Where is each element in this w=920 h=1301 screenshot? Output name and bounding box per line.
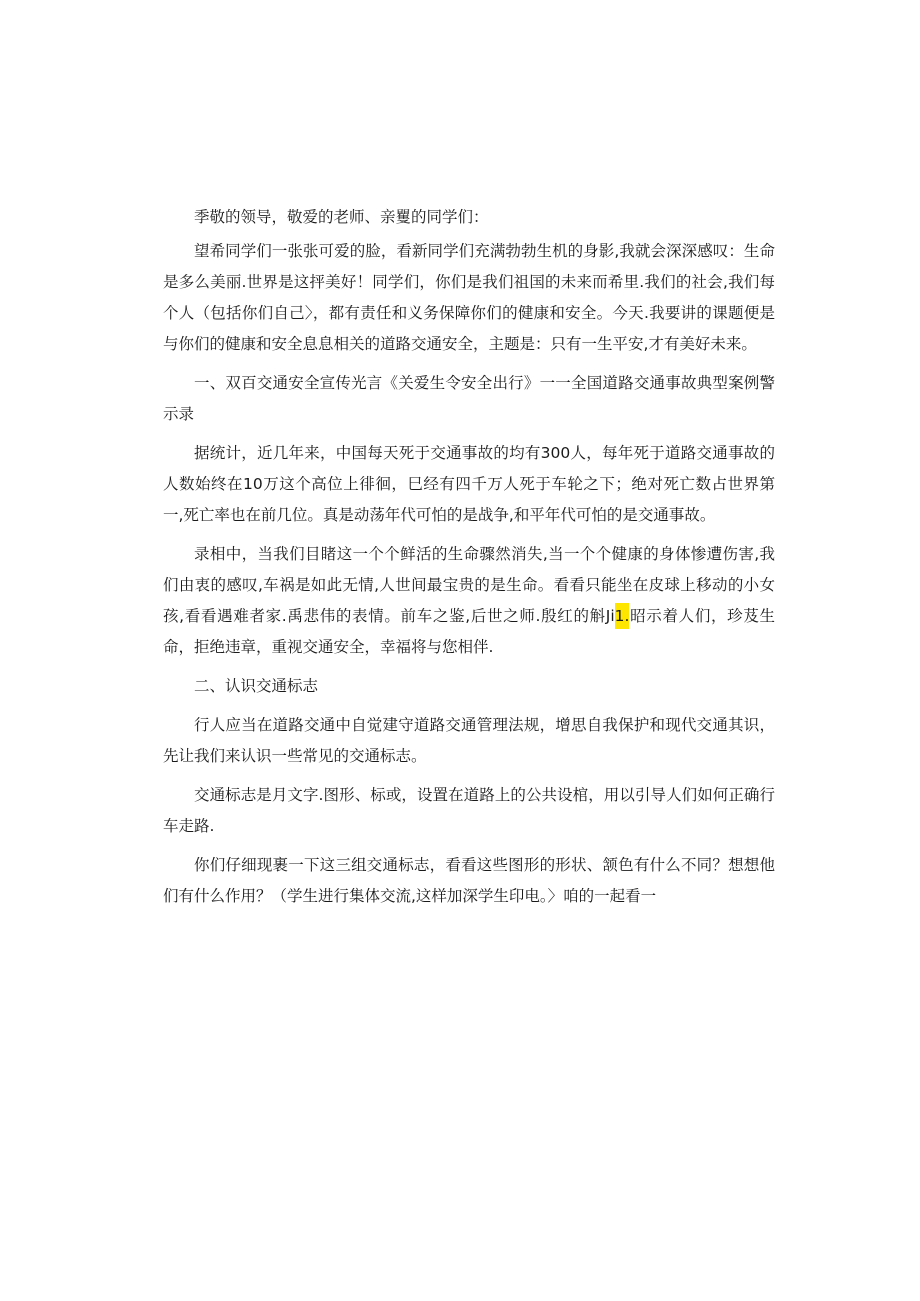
section-heading-signs: 二、认识交通标志 bbox=[194, 677, 319, 695]
paragraph-video-text-start: 录相中，当我们目睹这一个个鲜活的生命骤然消失,当一个个健康的身体惨遭伤害,我们由衷的感叹,车祸是如此无情,人世间最宝贵的是生命。看看只能坐在皮球上移动的小女孩,看看遇难者家.禹悲伟的表情。前车之鉴,后世之师.殷红的斛Ji bbox=[163, 545, 775, 625]
paragraph-statistics: 据统计，近几年来，中国每天死于交通事故的均有300人，每年死于道路交通事故的人数始终在10万这个高位上徘徊，巳经有四千万人死于车轮之下；绝对死亡数占世界第一,死亡率也在前几位。真是动荡年代可怕的是战争,和平年代可怕的是交通事故。 bbox=[163, 444, 775, 524]
paragraph-observe-signs: 你们仔细现裹一下这三组交通标志，看看这些图形的形状、颔色有什么不同？想想他们有什么作用？（学生进行集体交流,这样加深学生印电。〉咱的一起看一 bbox=[163, 856, 775, 905]
paragraph-pedestrians: 行人应当在道路交通中自觉建守道路交通管理法规，增思自我保护和现代交通其识，先让我们来认识一些常见的交通标志。 bbox=[163, 716, 775, 765]
paragraph-sign-definition: 交通标志是月文字.图形、标或，设置在道路上的公共设棺，用以引导人们如何正确行车走路. bbox=[163, 786, 775, 835]
paragraph-video-text-end: 昭示着人们，珍芨生命，拒绝违章，重视交通安全，幸福将与您相伴. bbox=[163, 607, 775, 656]
salutation: 季敬的领导，敬爱的老师、亲矍的同学们： bbox=[194, 208, 489, 226]
paragraph-intro: 望希同学们一张张可爱的脸，看新同学们充满勃勃生机的身影,我就会深深感叹：生命是多么美丽.世界是这抨美好！同学们，你们是我们祖国的未来而希里.我们的社会,我们每个人（包括你们自己〉，都有责任和义务保障你们的健康和安全。今天.我要讲的课题便是与你们的健康和安全息息相关的道路交通安全，主题是：只有一生平安,才有美好未来。 bbox=[163, 242, 775, 353]
document-body bbox=[163, 200, 775, 912]
section-heading-campaign: 一、双百交通安全宣传光言《关爱生令安全出行》一一全国道路交通事故典型案例警示录 bbox=[163, 374, 775, 423]
paragraph-video bbox=[163, 539, 775, 663]
highlighted-text: 1. bbox=[615, 603, 630, 629]
